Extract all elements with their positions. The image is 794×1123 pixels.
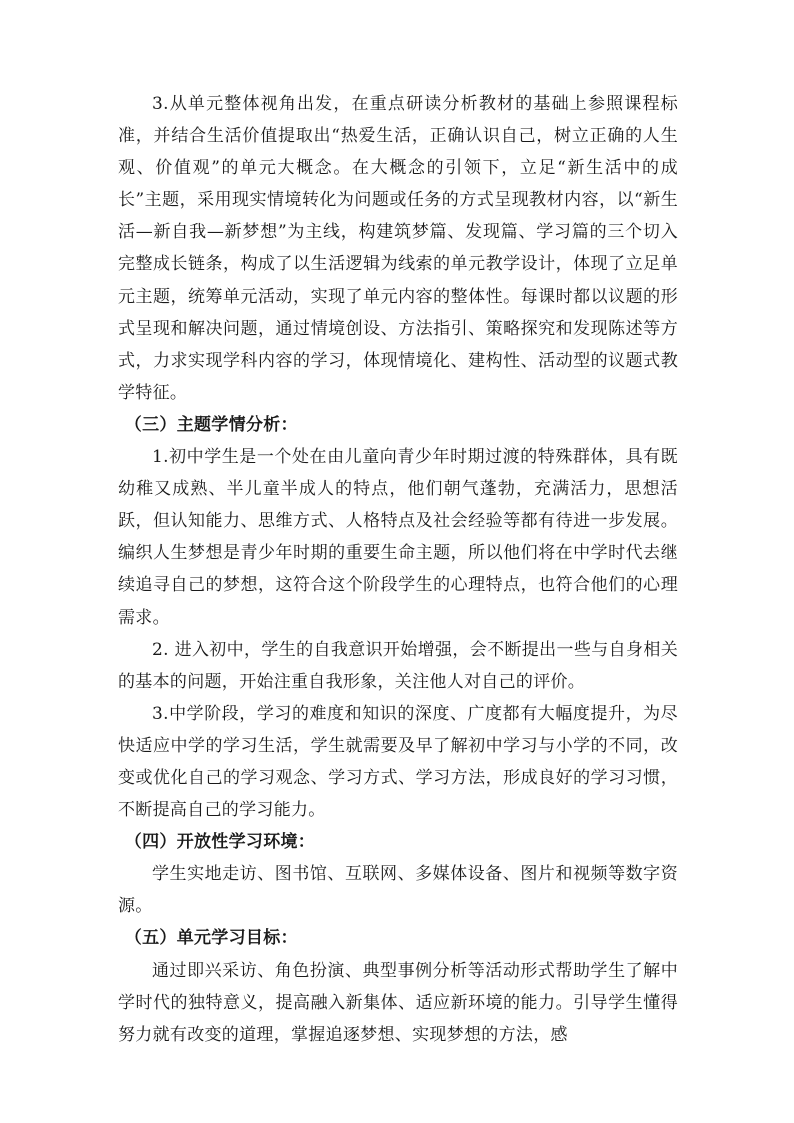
heading-learning-environment: （四）开放性学习环境： (124, 832, 316, 853)
heading-student-analysis: （三）主题学情分析： (124, 414, 298, 435)
heading-learning-objectives: （五）单元学习目标： (124, 928, 298, 949)
paragraph-unit-design: 3.从单元整体视角出发，在重点研读分析教材的基础上参照课程标准，并结合生活价值提取出“热爱生活，正确认识自己，树立正确的人生观、价值观”的单元大概念。在大概念的引领下，立足“新生活中的成长”主题，采用现实情境转化为问题或任务的方式呈现教材内容，以“新生活—新自我—新梦想”为主线，构建筑梦篇、发现篇、学习篇的三个切入完整成长链条，构成了以生活逻辑为线索的单元教学设计，体现了立足单元主题，统筹单元活动，实现了单元内容的整体性。每课时都以议题的形式呈现和解决问题，通过情境创设、方法指引、策略探究和发现陈述等方式，力求实现学科内容的学习，体现情境化、建构性、活动型的议题式教学特征。 (118, 94, 678, 403)
paragraph-student-analysis-3: 3.中学阶段，学习的难度和知识的深度、广度都有大幅度提升，为尽快适应中学的学习生活，学生就需要及早了解初中学习与小学的不同，改变或优化自己的学习观念、学习方式、学习方法，形成良好的学习习惯，不断提高自己的学习能力。 (118, 703, 678, 821)
paragraph-student-analysis-1: 1.初中学生是一个处在由儿童向青少年时期过渡的特殊群体，具有既幼稚又成熟、半儿童半成人的特点，他们朝气蓬勃，充满活力，思想活跃，但认知能力、思维方式、人格特点及社会经验等都有待进一步发展。编织人生梦想是青少年时期的重要生命主题，所以他们将在中学时代去继续追寻自己的梦想，这符合这个阶段学生的心理特点，也符合他们的心理需求。 (118, 447, 678, 628)
paragraph-student-analysis-2: 2. 进入初中，学生的自我意识开始增强，会不断提出一些与自身相关的基本的问题，开始注重自我形象，关注他人对自己的评价。 (118, 639, 678, 692)
paragraph-learning-objectives: 通过即兴采访、角色扮演、典型事例分析等活动形式帮助学生了解中学时代的独特意义，提高融入新集体、适应新环境的能力。引导学生懂得努力就有改变的道理，掌握追逐梦想、实现梦想的方法，感 (118, 960, 678, 1045)
paragraph-learning-environment: 学生实地走访、图书馆、互联网、多媒体设备、图片和视频等数字资源。 (118, 864, 678, 917)
document-page (118, 88, 678, 1051)
